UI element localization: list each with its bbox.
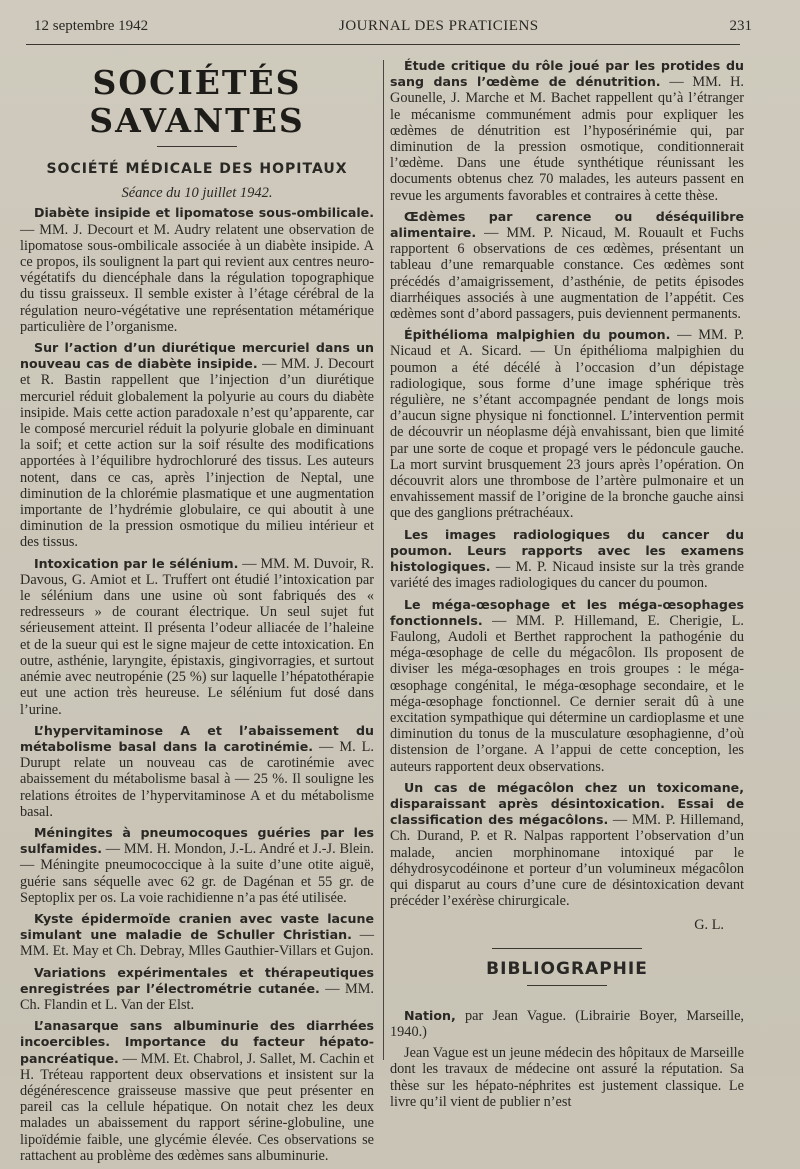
article-entry (390, 597, 744, 775)
article-title: Un cas de mégacôlon chez un toxicomane, disparaissant après désintoxication. Essai de classification des mégacôlons. (390, 779, 744, 828)
article-title: Le méga-œsophage et les méga-œsophages fonctionnels. (390, 596, 744, 628)
article-entry (20, 911, 374, 960)
article-title: Œdèmes par carence ou déséquilibre alimentaire. (390, 208, 744, 241)
article-entry (20, 723, 374, 820)
article-entry (20, 556, 374, 718)
article-title: Intoxication par le sélénium. (34, 555, 239, 571)
article-body: — MM. J. Decourt et M. Audry relatent une observation de lipomatose sous-ombilicale associée à un diabète insipide. A ce propos, ils soulignent la part qui revient aux centres neuro-végétatifs du diencéphale dans la régulation topographique du tissu graisseux. Il semble exister à l’étage cérébral de la régulation neuro-végétative une représentation métamérique particulière de l’organisme. (20, 221, 374, 335)
bibliography-heading: BIBLIOGRAPHIE (486, 958, 648, 979)
right-column (390, 58, 744, 1115)
article-title: Méningites à pneumocoques guéries par les sulfamides. (20, 824, 374, 857)
section-title: SOCIÉTÉS SAVANTES (89, 63, 305, 140)
book-title: Nation, (404, 1007, 456, 1023)
article-body: — M. L. Durupt relate un nouveau cas de carotinémie avec abaissement du métabolisme basal à — 25 %. Il souligne les relations étroites de l’hypervitaminose A et du métabolisme basal. (20, 738, 374, 820)
author-signature: G. L. (694, 917, 724, 934)
bibliography-citation (390, 1008, 744, 1040)
article-body: — MM. P. Hillemand, Ch. Durand, P. et R. Nalpas rapportent l’observation d’un malade, ancien morphinomane intoxiqué par le déhydrosycodéinone et porteur d’un volumineux mégacôlon qui disparut au cours d’une cure de désintoxication devant précéder l’exérèse chirurgicale. (390, 812, 744, 910)
article-body: — MM. Et. May et Ch. Debray, Mlles Gauthier-Villars et Gujon. (20, 927, 374, 960)
running-head (34, 18, 752, 40)
article-title: Épithélioma malpighien du poumon. (404, 327, 671, 343)
article-entry (20, 340, 374, 551)
issue-date: 12 septembre 1942 (34, 18, 149, 34)
article-body: — MM. M. Duvoir, R. Davous, G. Amiot et L. Truffert ont étudié l’intoxication par le sélénium dans une usine où sont fabriqués des « redresseurs » de courant électrique. Un seul sujet fut sérieusement atteint. Il présenta l’odeur alliacée de l’haleine et de la sueur qui est le signe majeur de cette intoxication. En outre, asthénie, laryngite, épistaxis, gingivorragies, et surtout anémie avec neutropénie (25 %) sur laquelle l’hépatothérapie eut une action très heureuse. Le sélénium fut dosé dans l’urine. (20, 555, 374, 718)
article-entry (390, 780, 744, 910)
article-body: — MM. Ch. Flandin et L. Van der Elst. (20, 980, 374, 1013)
article-entry (20, 965, 374, 1014)
article-body: — MM. P. Nicaud, M. Rouault et Fuchs rapportent 6 observations de ces œdèmes, présentant un tableau d’une remarquable constance. Ces œdèmes sont précédés d’amaigrissement, d’asthénie, de petits épisodes diarrhéiques associés à une augmentation de l’appétit. Ces œdèmes sont d’abord passagers, puis deviennent permanents. (390, 225, 744, 323)
article-body: — MM. J. Decourt et R. Bastin rappellent que l’injection d’un diurétique mercuriel réduit globalement la polyurie au cours du diabète insipide. Mais cette action paradoxale n’est qu’apparente, car le composé mercuriel réduit la polyurie globale en diminuant la soif; et cette action sur la soif résulte des modifications apportées à l’équilibre hydrochloruré des tissus. Les auteurs notent, dans ce cas, après l’injection de Neptal, une diminution de la chlorémie plasmatique et une augmentation importante de l’hydrémie globulaire, ce qui aboutit à une diminution de la pression osmotique du milieu intérieur et des tissus. (20, 356, 374, 551)
article-entry (390, 327, 744, 521)
article-entry (20, 205, 374, 335)
article-entry (390, 527, 744, 592)
article-body: — MM. H. Mondon, J.-L. André et J.-J. Blein. — Méningite pneumococcique à la suite d’une otite aiguë, guérie sans séquelle avec 62 gr. de Dagénan et 55 gr. de Septoplix per os. La voie rachidienne n’a pas été utilisée. (20, 841, 374, 906)
title-rule (157, 146, 237, 147)
article-title: Sur l’action d’un diurétique mercuriel dans un nouveau cas de diabète insipide. (20, 340, 374, 372)
article-title: L’anasarque sans albuminurie des diarrhées incoercibles. Importance du facteur hépato-pancréatique. (20, 1018, 374, 1066)
book-citation: par Jean Vague. (Librairie Boyer, Marseille, 1940.) (390, 1007, 744, 1040)
article-title: L’hypervitaminose A et l’abaissement du métabolisme basal dans la carotinémie. (20, 722, 374, 754)
journal-name: JOURNAL DES PRATICIENS (339, 18, 539, 34)
article-body: — MM. Et. Chabrol, J. Sallet, M. Cachin et H. Tréteau rapportent deux observations et insistent sur la dégénérescence graisseuse massive que peut présenter en pareil cas la cellule hépatique. On notait chez les deux malades un abaissement du rapport sérine-globuline, une lipoïdémie faible, une glycémie élevée. Ces observations se rattachent au problème des œdèmes sans albuminurie. (20, 1050, 374, 1164)
article-body: — M. P. Nicaud insiste sur la très grande variété des images radiologiques du cancer du poumon. (390, 559, 744, 592)
header-rule (26, 44, 740, 45)
article-title: Kyste épidermoïde cranien avec vaste lacune simulant une maladie de Schuller Christian. (20, 910, 374, 943)
seance-date: Séance du 10 juillet 1942. (121, 185, 273, 202)
page-number: 231 (729, 18, 752, 34)
article-body: — MM. P. Hillemand, E. Cherigie, L. Faulong, Audoli et Berthet rapprochent la pathogénie du méga-œsophage de celle du mégacôlon. Ils proposent de diviser les méga-œsophages en trois groupes : le méga-œsophage congénital, le méga-œsophage secondaire, et le méga-œsophage fonctionnel. Ce dernier serait dû à une excitation sympathique qui détermine un cardioplasme et une diminution du tonus de la musculature œsophagienne, d’où distension de l’organe. A l’appui de cette conception, les auteurs rapportent deux observations. (390, 612, 744, 775)
article-title: Étude critique du rôle joué par les protides du sang dans l’œdème de dénutrition. (390, 58, 744, 90)
society-name: SOCIÉTÉ MÉDICALE DES HOPITAUX (46, 161, 348, 177)
article-entry (390, 58, 744, 204)
article-title: Variations expérimentales et thérapeutiques enregistrées par l’électrométrie cutanée. (20, 964, 374, 996)
article-entry (20, 825, 374, 906)
article-body: — MM. H. Gounelle, J. Marche et M. Bachet rappellent qu’à l’étranger le mécanisme communément admis pour expliquer les œdèmes de dénutrition est l’hyposérinémie qui, par diminution de la pression osmotique, conditionnerait l’œdème. Dans une étude synthétique réunissant les documents obtenus chez 70 malades, les auteurs passent en revue les arguments favorables et contraires à cette thèse. (390, 74, 745, 204)
bibliography-rule-top (492, 948, 642, 949)
article-body: — MM. P. Nicaud et A. Sicard. — Un épithélioma malpighien du poumon a été décélé à l’occasion d’un dépistage radiologique, sous forme d’une image sphérique très régulière, ne s’étant accompagnée pendant de longs mois d’aucun signe physique ni fonctionnel. L’intervention permit de découvrir un néoplasme déjà envahissant, bien que limité par une sorte de coque et propagé vers le pédoncule gauche. La mort survint brusquement 23 jours après l’opération. On découvrit alors une thrombose de l’artère pulmonaire et un envahissement massif de l’origine de la bronche gauche ainsi que des ganglions prétrachéaux. (390, 327, 744, 522)
article-title: Diabète insipide et lipomatose sous-ombilicale. (34, 205, 374, 221)
article-entry (390, 209, 744, 322)
bibliography-rule-bottom (527, 985, 607, 986)
article-entry (20, 1018, 374, 1164)
book-review: Jean Vague est un jeune médecin des hôpitaux de Marseille dont les travaux de médecine ont assuré la réputation. Sa thèse sur les hépato-néphrites est justement classique. Le livre qu’il vient de publier n’est (390, 1045, 744, 1110)
column-divider (383, 60, 384, 1060)
left-column (20, 58, 374, 1169)
article-title: Les images radiologiques du cancer du poumon. Leurs rapports avec les examens histologiques. (390, 526, 744, 575)
